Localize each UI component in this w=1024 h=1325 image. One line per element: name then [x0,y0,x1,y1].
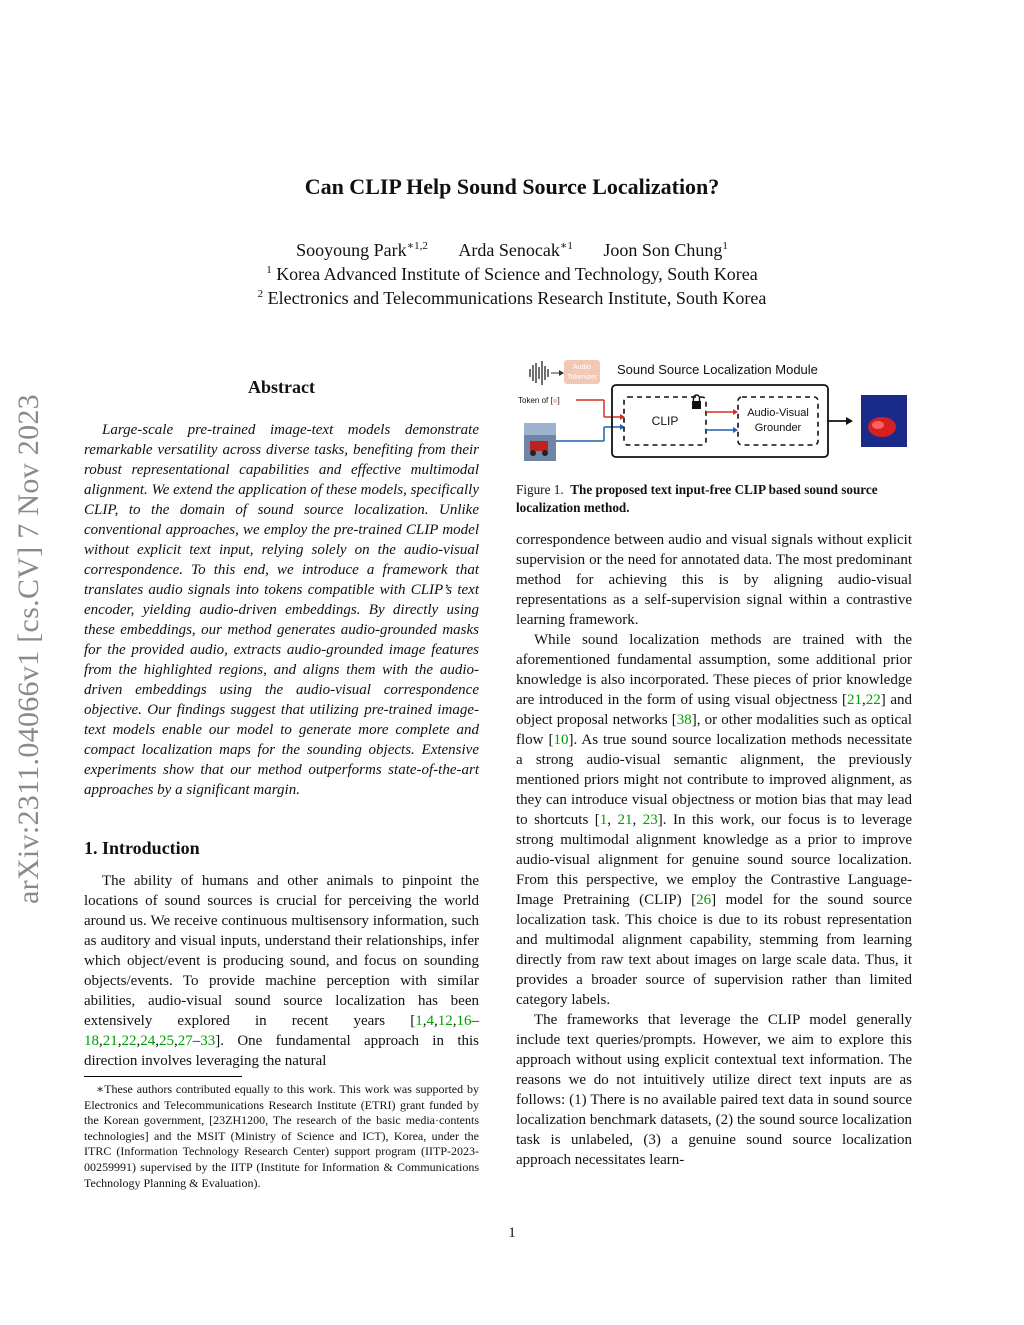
citation-link[interactable]: 16 [456,1013,472,1029]
citation-link[interactable]: 21 [102,1033,118,1049]
citation-link[interactable]: 33 [200,1033,216,1049]
citation-link[interactable]: 23 [642,812,658,828]
footnote: ∗These authors contributed equally to this work. This work was supported by Electronics and Telecommunications Research Institute (ETRI) grant funded by the Korean government, [23ZH1200, The research of the basic media·contents technologies] and the MSIT (Ministry of Science and ICT), Korea, under the ITRC (Information Technology Research Center) support program (IITP-2023-00259991) supervised by the IITP (Institute for Information & Communications Technology Planning & Evaluation). [84,1082,479,1190]
citation-link[interactable]: 12 [437,1013,453,1029]
lock-icon [692,395,701,409]
citation-link[interactable]: 1 [415,1013,423,1029]
affiliation-1: $^1$ Korea Advanced Institute of Science and Technology, South Korea [266,264,758,284]
module-title: Sound Source Localization Module [617,362,818,377]
footnote-rule [84,1076,242,1077]
abstract-text: Large-scale pre-trained image-text models demonstrate remarkable versatility across diverse tasks, benefiting from their robust representational capabilities and effective multimodal alignment. We extend the application of these models, specifically CLIP, to the domain of sound source localization. Unlike conventional approaches, we employ the pre-trained CLIP model without explicit text input, relying solely on the audio-visual correspondence. To this end, we introduce a framework that translates audio signals into tokens compatible with CLIP’s text encoder, yielding audio-driven embeddings. By directly using these embeddings, our method generates audio-grounded masks for the provided audio, extracts audio-grounded image features from the highlighted regions, and aligns them with the audio-driven embeddings using the audio-visual correspondence objective. Our findings suggest that utilizing pre-trained image-text models enable our model to generate more complete and compact localization maps for the sounding objects. Extensive experiments show that our method outperforms state-of-the-art approaches by a significant margin. [84,422,479,798]
figure-1-caption: Figure 1. The proposed text input-free CLIP based sound source localization method. [516,482,878,515]
waveform-icon [530,361,548,385]
author-1: Sooyoung Park$^{∗1,2}$ [296,240,428,260]
citation-link[interactable]: 18 [84,1033,99,1049]
author-2: Arda Senocak$^{∗1}$ [458,240,573,260]
module-container [612,385,828,457]
citation-link[interactable]: 1 [599,812,608,828]
grounder-label-1: Audio-Visual [747,407,809,419]
token-label: Token of [■] [518,396,560,405]
grounder-box [738,397,818,445]
clip-label: CLIP [651,414,679,428]
citation-link[interactable]: 38 [676,712,692,728]
citation-link[interactable]: 22 [121,1033,137,1049]
page-number: 1 [508,1225,516,1241]
citation-link[interactable]: 24 [140,1033,156,1049]
affiliation-2: $^2$ Electronics and Telecommunications Research Institute, South Korea [257,288,767,308]
paper-title: Can CLIP Help Sound Source Localization? [304,174,720,199]
grounder-label-2: Grounder [754,422,802,434]
right-column-text: correspondence between audio and visual signals without explicit supervision or the need for annotated data. The most predominant method for achieving this is by aligning audio-visual representations as a self-supervision signal within a contrastive learning framework. While sound localization methods are trained with the aforementioned fundamental assumption, some additional prior knowledge is also incorporated. These pieces of prior knowledge are introduced in the form of using visual objectness [21,22] and object proposal networks [38], or other modalities such as optical flow [10]. As true sound source localization methods necessitate a strong audio-visual semantic alignment, the previously mentioned priors might not contribute to improved alignment, as they can introduce visual objectness or motion bias that may lead to shortcuts [1, 21, 23]. In this work, our focus is to leverage strong multimodal alignment knowledge as a prior to improve audio-visual alignment for genuine sound source localization. From this perspective, we employ the Contrastive Language-Image Pretraining (CLIP) [26] model for the sound source localization task. This choice is due to its robust representation and multimodal alignment capability, stemming from learning directly from raw text about images on large scale data. Thus, it provides a broader source of supervision rather than limited category labels. The frameworks that leverage the CLIP model generally include text queries/prompts. However, we aim to explore this approach without using explicit contextual text information. The reasons we do not intuitively utilize direct text inputs are as follows: (1) There is no available paired text data in sound source localization benchmark datasets, (2) the sound source localization task is unlabeled, (3) a genuine sound source localization approach necessitates learn- [516,532,913,1168]
citation-link[interactable]: 4 [426,1013,434,1029]
audio-tokenizer-label-1: Audio [573,364,591,371]
citation-link[interactable]: 21 [847,692,863,708]
figure-1-diagram [516,355,916,475]
citation-link[interactable]: 22 [865,692,881,708]
abstract-heading: Abstract [248,377,315,397]
citation-link[interactable]: 27 [177,1033,193,1049]
citation-link[interactable]: 21 [617,812,633,828]
intro-text: The ability of humans and other animals to pinpoint the locations of sound sources is crucial for perceiving the world around us. We receive continuous multisensory information, such as auditory and visual inputs, understand their relationships, infer which object/event is producing sound, and focus on sounding objects/events. To provide machine perception with similar abilities, audio-visual sound source localization has been extensively explored in recent years [1,4,12,16–18,21,22,24,25,27–33]. One fundamental approach in this direction involves leveraging the natural [84,873,479,1069]
author-3: Joon Son Chung$^1$ [603,240,728,260]
audio-tokenizer-label-2: Tokenizer [567,374,597,381]
intro-heading: 1. Introduction [84,838,200,858]
author-list [0,240,1024,261]
citation-link[interactable]: 26 [696,892,712,908]
citation-link[interactable]: 10 [553,732,569,748]
arxiv-stamp: arXiv:2311.04066v1 [cs.CV] 7 Nov 2023 [12,394,45,904]
citation-link[interactable]: 25 [159,1033,174,1049]
